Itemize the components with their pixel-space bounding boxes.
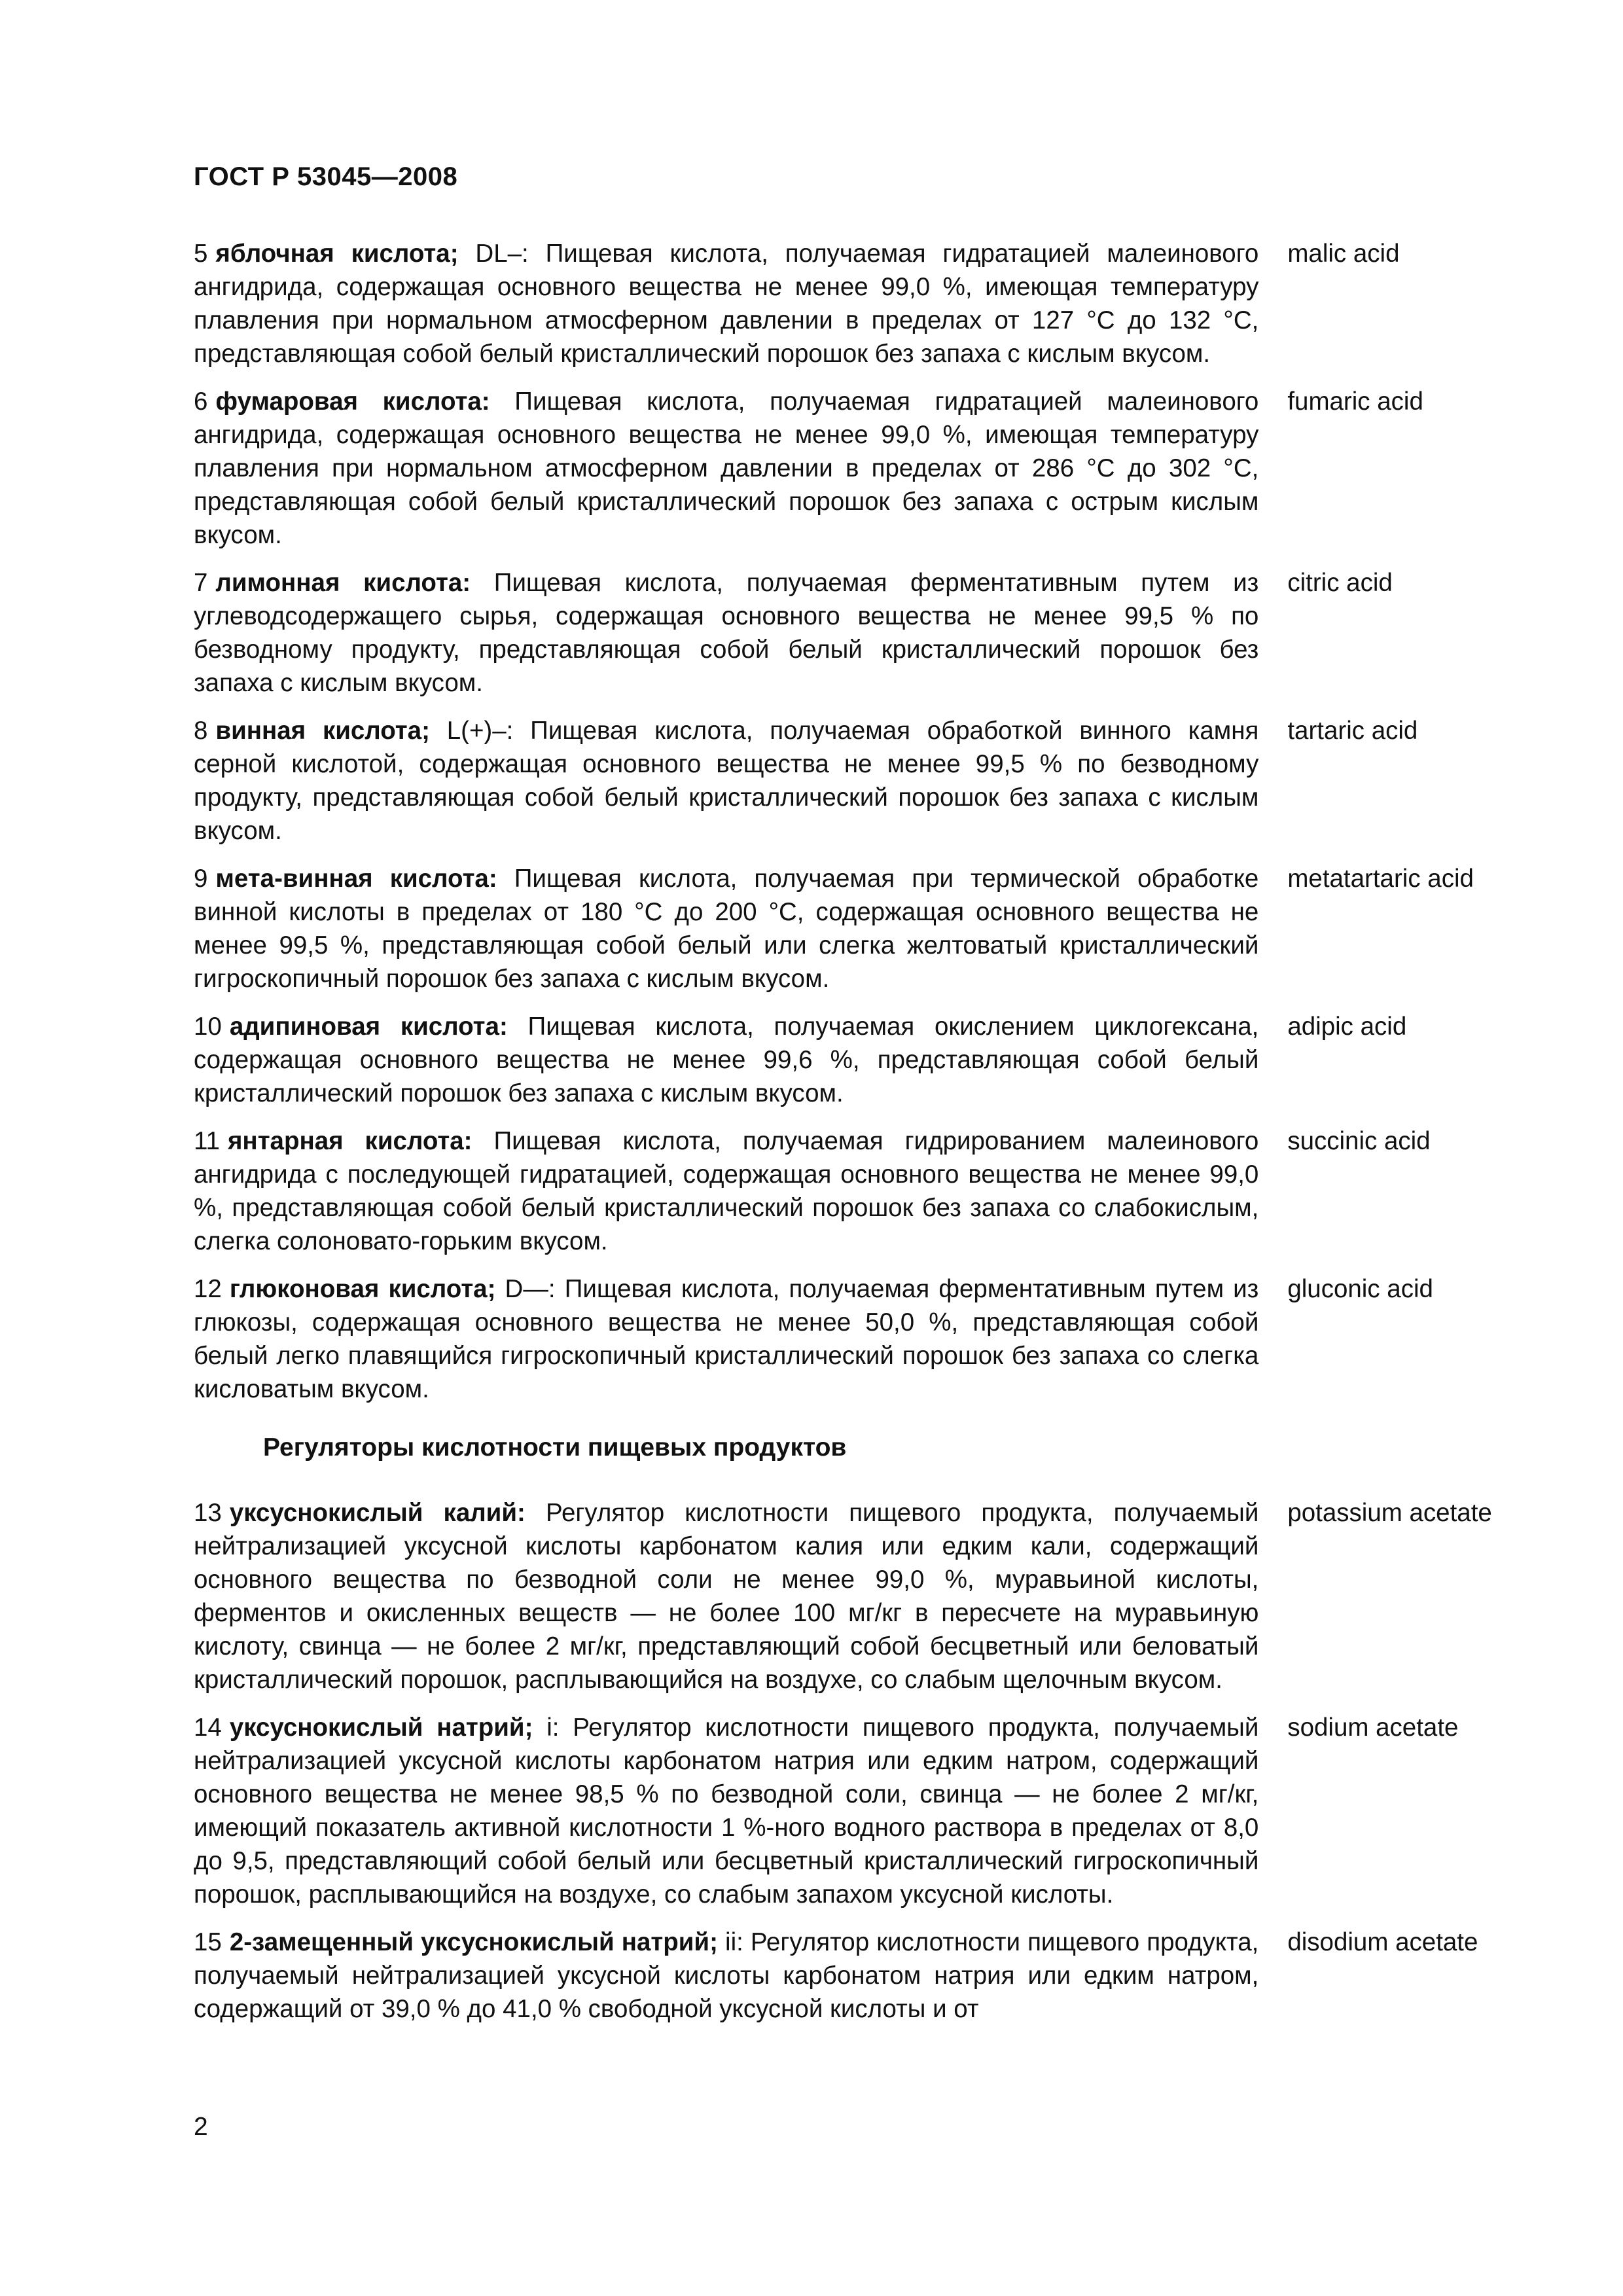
term-text: Пищевая кислота, получаемая при термической обработке винной кислоты в пределах от 180 °С до 200 °С, содержащая основного вещества не менее 99,5 %, представляющая собой белый или слегка желтоватый кристаллический гигроскопичный порошок без запаха с кислым вкусом. (194, 865, 1259, 993)
term-text: D—: Пищевая кислота, получаемая ферментативным путем из глюкозы, содержащая основного вещества не менее 50,0 %, представляющая собой белый легко плавящийся гигроскопичный кристаллический порошок без запаха со слегка кисловатым вкусом. (194, 1275, 1259, 1403)
term-entry-9 (194, 862, 1503, 996)
term-text: Пищевая кислота, получаемая гидрированием малеинового ангидрида с последующей гидратацией, содержащая основного вещества не менее 99,0 %, представляющая собой белый кристаллический порошок без запаха со слабокислым, слегка солоновато-горьким вкусом. (194, 1127, 1259, 1255)
term-number: 5 (194, 240, 208, 268)
term-english: tartaric acid (1287, 717, 1418, 745)
term-text: i: Регулятор кислотности пищевого продукта, получаемый нейтрализацией уксусной кислоты карбонатом натрия или едким натром, содержащий основного вещества не менее 98,5 % по безводной соли, свинца — не более 2 мг/кг, имеющий показатель активной кислотности 1 %-ного водного раствора в пределах от 8,0 до 9,5, представляющий собой белый или бесцветный кристаллический гигроскопичный порошок, расплывающийся на воздухе, со слабым запахом уксусной кислоты. (194, 1713, 1259, 1909)
term-definition (194, 714, 1258, 848)
term-number: 7 (194, 569, 208, 597)
term-definition (194, 1926, 1258, 2026)
term-entry-14 (194, 1711, 1503, 1911)
term-name: винная кислота; (215, 717, 430, 745)
term-text: Регулятор кислотности пищевого продукта, получаемый нейтрализацией уксусной кислоты карбонатом калия или едким кали, содержащий основного вещества по безводной соли не менее 99,0 %, муравьиной кислоты, ферментов и окисленных веществ — не более 100 мг/кг в пересчете на муравьиную кислоту, свинца — не более 2 мг/кг, представляющий собой бесцветный или беловатый кристаллический порошок, расплывающийся на воздухе, со слабым щелочным вкусом. (194, 1499, 1259, 1694)
term-english: fumaric acid (1287, 387, 1423, 416)
term-entry-13 (194, 1496, 1503, 1696)
term-number: 14 (194, 1713, 222, 1742)
term-definition (194, 1496, 1258, 1696)
term-text: Пищевая кислота, получаемая ферментативным путем из углеводсодержащего сырья, содержащая основного вещества не менее 99,5 % по безводному продукту, представляющая собой белый кристаллический порошок без запаха с кислым вкусом. (194, 569, 1259, 697)
term-entry-15 (194, 1926, 1503, 2026)
term-english: adipic acid (1287, 1013, 1407, 1041)
term-english: gluconic acid (1287, 1275, 1433, 1303)
page-number: 2 (194, 2113, 208, 2141)
term-number: 8 (194, 717, 208, 745)
term-definition (194, 1272, 1258, 1406)
term-english: disodium acetate (1287, 1928, 1478, 1956)
term-english: potassium acetate (1287, 1499, 1492, 1527)
term-text: DL–: Пищевая кислота, получаемая гидратацией малеинового ангидрида, содержащая основного вещества не менее 99,0 %, имеющая температуру плавления при нормальном атмосферном давлении в пределах от 127 °С до 132 °С, представляющая собой белый кристаллический порошок без запаха с кислым вкусом. (194, 240, 1259, 368)
term-text: Пищевая кислота, получаемая окислением циклогексана, содержащая основного вещества не менее 99,6 %, представляющая собой белый кристаллический порошок без запаха с кислым вкусом. (194, 1013, 1259, 1107)
terms-list (194, 237, 1503, 2040)
term-definition (194, 385, 1258, 552)
term-english: citric acid (1287, 569, 1393, 597)
term-number: 12 (194, 1275, 222, 1303)
term-number: 11 (194, 1127, 220, 1155)
term-definition (194, 237, 1258, 370)
term-entry-8 (194, 714, 1503, 848)
term-name: уксуснокислый натрий; (229, 1713, 533, 1742)
term-name: лимонная кислота: (215, 569, 471, 597)
term-definition (194, 862, 1258, 996)
document-header: ГОСТ Р 53045—2008 (194, 162, 458, 191)
term-english: sodium acetate (1287, 1713, 1459, 1742)
term-name: фумаровая кислота: (215, 387, 490, 416)
term-number: 15 (194, 1928, 222, 1956)
term-entry-6 (194, 385, 1503, 552)
term-english: metatartaric acid (1287, 865, 1474, 893)
section-heading: Регуляторы кислотности пищевых продуктов (263, 1433, 847, 1462)
term-name: мета-винная кислота: (215, 865, 497, 893)
term-name: глюконовая кислота; (229, 1275, 496, 1303)
term-definition (194, 566, 1258, 700)
term-text: L(+)–: Пищевая кислота, получаемая обработкой винного камня серной кислотой, содержащая основного вещества не менее 99,5 % по безводному продукту, представляющая собой белый кристаллический порошок без запаха с кислым вкусом. (194, 717, 1259, 845)
term-number: 6 (194, 387, 208, 416)
term-entry-11 (194, 1124, 1503, 1258)
term-name: 2-замещенный уксуснокислый натрий; (229, 1928, 718, 1956)
term-entry-5 (194, 237, 1503, 370)
term-name: янтарная кислота: (227, 1127, 473, 1155)
term-definition (194, 1124, 1258, 1258)
term-number: 10 (194, 1013, 222, 1041)
term-text: ii: Регулятор кислотности пищевого продукта, получаемый нейтрализацией уксусной кислоты карбонатом натрия или едким натром, содержащий от 39,0 % до 41,0 % свободной уксусной кислоты и от (194, 1928, 1259, 2023)
term-entry-10 (194, 1010, 1503, 1110)
term-english: malic acid (1287, 240, 1400, 268)
term-name: уксуснокислый калий: (229, 1499, 526, 1527)
term-entry-12 (194, 1272, 1503, 1406)
term-name: адипиновая кислота: (229, 1013, 508, 1041)
term-text: Пищевая кислота, получаемая гидратацией малеинового ангидрида, содержащая основного вещества не менее 99,0 %, имеющая температуру плавления при нормальном атмосферном давлении в пределах от 286 °С до 302 °С, представляющая собой белый кристаллический порошок без запаха с острым кислым вкусом. (194, 387, 1259, 549)
term-definition (194, 1711, 1258, 1911)
term-english: succinic acid (1287, 1127, 1431, 1155)
term-definition (194, 1010, 1258, 1110)
term-name: яблочная кислота; (215, 240, 459, 268)
term-number: 9 (194, 865, 208, 893)
term-entry-7 (194, 566, 1503, 700)
term-number: 13 (194, 1499, 222, 1527)
